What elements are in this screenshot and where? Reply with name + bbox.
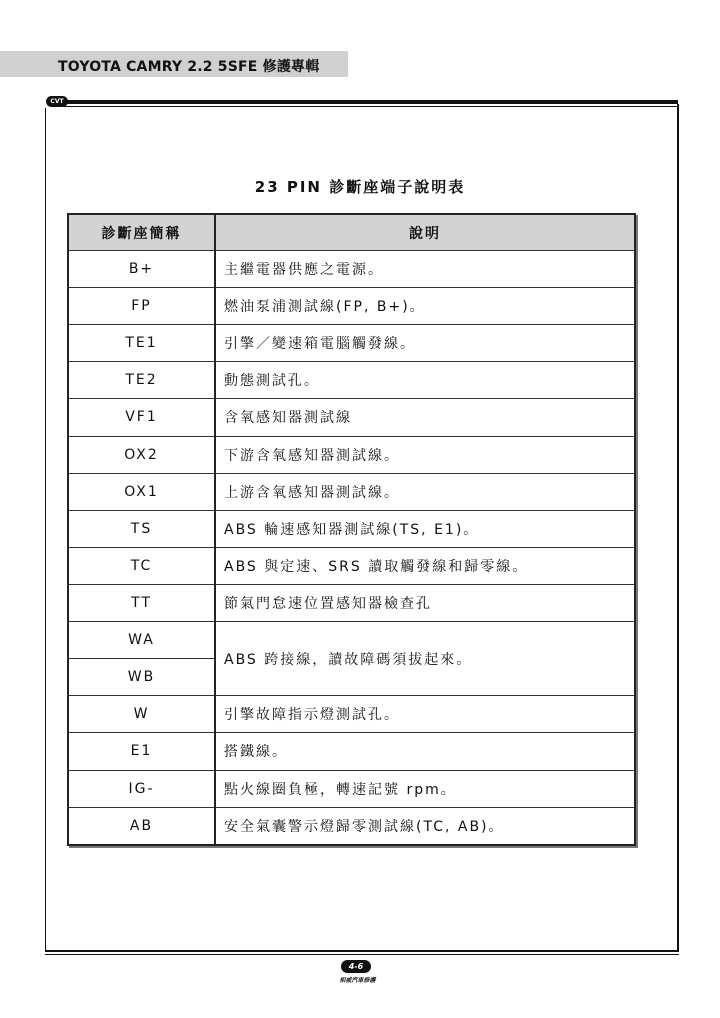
column-header-description: 說明 [215, 214, 635, 251]
pin-description: 點火線圈負極，轉速記號 rpm。 [215, 770, 635, 807]
pin-description: 引擎故障指示燈測試孔。 [215, 696, 635, 733]
pin-description: 主繼電器供應之電源。 [215, 251, 635, 288]
pin-code: TE2 [68, 362, 215, 399]
table-row [68, 362, 635, 399]
pin-description: 動態測試孔。 [215, 362, 635, 399]
logo-badge: CVT [46, 96, 68, 107]
pin-code: E1 [68, 733, 215, 770]
pin-description: 安全氣囊警示燈歸零測試線(TC, AB)。 [215, 807, 635, 845]
frame-left-border [45, 108, 46, 951]
pin-code: WB [68, 659, 215, 696]
pin-code: FP [68, 288, 215, 325]
pin-code: TE1 [68, 325, 215, 362]
table-row [68, 696, 635, 733]
pin-code: OX2 [68, 436, 215, 473]
pin-code: VF1 [68, 399, 215, 436]
table-row [68, 733, 635, 770]
pin-code: W [68, 696, 215, 733]
table-row [68, 510, 635, 547]
top-rule [64, 100, 678, 104]
pin-description: 下游含氧感知器測試線。 [215, 436, 635, 473]
pin-description: 搭鐵線。 [215, 733, 635, 770]
document-title: 23 PIN 診斷座端子說明表 [254, 178, 466, 196]
pin-code: OX1 [68, 473, 215, 510]
page-header-title: TOYOTA CAMRY 2.2 5SFE 修護專輯 [58, 59, 320, 75]
pin-code: IG- [68, 770, 215, 807]
top-rule-thin [64, 106, 678, 107]
pin-code: TS [68, 510, 215, 547]
pin-description: 引擎／變速箱電腦觸發線。 [215, 325, 635, 362]
table-row [68, 251, 635, 288]
table-row [68, 288, 635, 325]
table-row [68, 622, 635, 659]
pin-description: ABS 跨接線，讀故障碼須拔起來。 [215, 622, 635, 696]
pin-description: ABS 與定速、SRS 讀取觸發線和歸零線。 [215, 547, 635, 584]
pin-description: 上游含氧感知器測試線。 [215, 473, 635, 510]
table-row [68, 436, 635, 473]
table-row [68, 325, 635, 362]
bottom-rule [45, 950, 679, 952]
pin-description: 燃油泵浦測試線(FP, B+)。 [215, 288, 635, 325]
pin-description: ABS 輪速感知器測試線(TS, E1)。 [215, 510, 635, 547]
column-header-code: 診斷座簡稱 [68, 214, 215, 251]
table-row [68, 547, 635, 584]
pin-code: B+ [68, 251, 215, 288]
table-row [68, 584, 635, 621]
frame-right-border [677, 104, 679, 951]
table-row [68, 473, 635, 510]
pin-description-table [67, 213, 636, 846]
table-row [68, 770, 635, 807]
page-number-badge: 4-6 [341, 960, 371, 973]
table-row [68, 399, 635, 436]
pin-description: 節氣門怠速位置感知器檢查孔 [215, 584, 635, 621]
bottom-rule-thin [45, 954, 679, 955]
pin-code: TC [68, 547, 215, 584]
publisher-logo: 相威汽車修護 [338, 977, 377, 984]
pin-code: WA [68, 622, 215, 659]
pin-code: TT [68, 584, 215, 621]
pin-code: AB [68, 807, 215, 845]
pin-description: 含氧感知器測試線 [215, 399, 635, 436]
table-row [68, 807, 635, 845]
table-header-row [68, 214, 635, 251]
